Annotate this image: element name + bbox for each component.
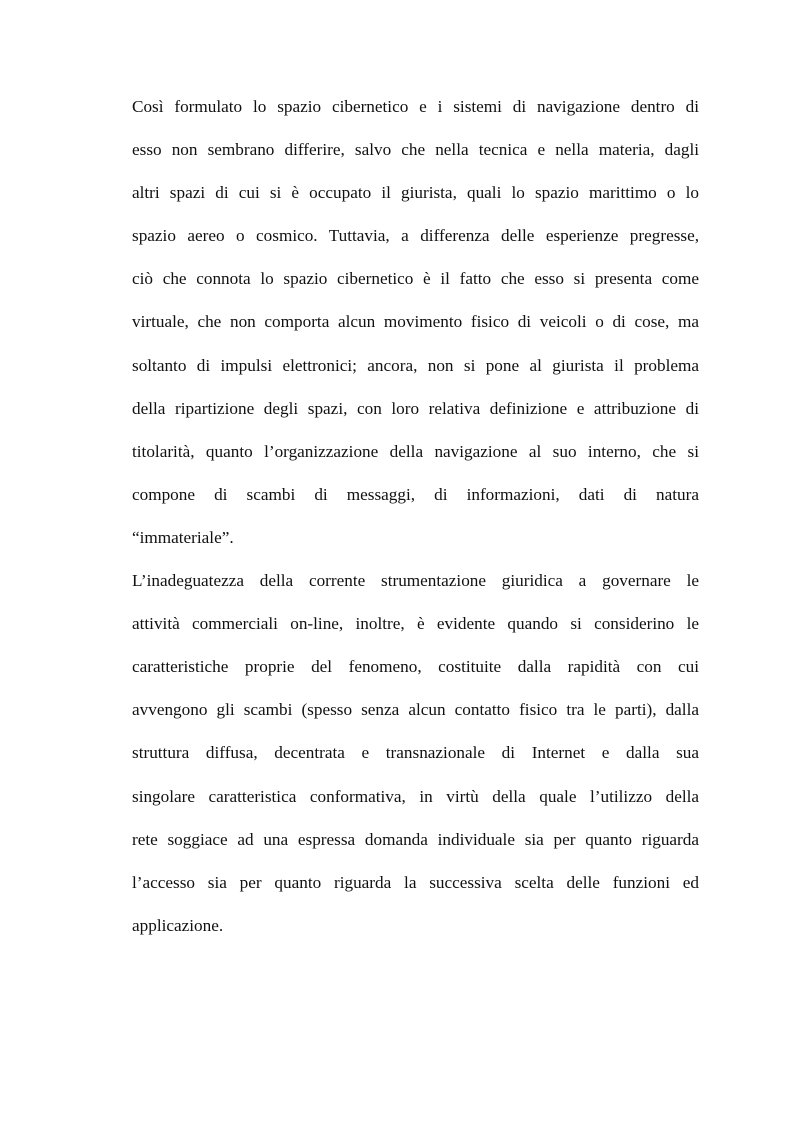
- text-line: Così formulato lo spazio cibernetico e i sistemi di navigazione dentro di: [132, 97, 699, 116]
- text-line: soltanto di impulsi elettronici; ancora, non si pone al giurista il problema: [132, 355, 699, 375]
- text-line: caratteristiche proprie del fenomeno, costituite dalla rapidità con cui: [132, 657, 699, 677]
- body-text: [132, 92, 699, 954]
- text-line: ciò che connota lo spazio cibernetico è il fatto che esso si presenta come: [132, 269, 699, 289]
- paragraph-1: [132, 92, 699, 566]
- text-line: “immateriale”.: [132, 527, 234, 547]
- text-line: compone di scambi di messaggi, di informazioni, dati di natura: [132, 484, 699, 504]
- text-line: virtuale, che non comporta alcun movimento fisico di veicoli o di cose, ma: [132, 312, 699, 332]
- text-line: della ripartizione degli spazi, con loro relativa definizione e attribuzione di: [132, 398, 699, 418]
- text-line: spazio aereo o cosmico. Tuttavia, a differenza delle esperienze pregresse,: [132, 226, 699, 246]
- text-line: l’accesso sia per quanto riguarda la successiva scelta delle funzioni ed: [132, 872, 699, 892]
- text-line: avvengono gli scambi (spesso senza alcun contatto fisico tra le parti), dalla: [132, 700, 699, 720]
- text-line: altri spazi di cui si è occupato il giurista, quali lo spazio marittimo o lo: [132, 183, 699, 203]
- text-line: titolarità, quanto l’organizzazione della navigazione al suo interno, che si: [132, 441, 699, 461]
- text-line: rete soggiace ad una espressa domanda individuale sia per quanto riguarda: [132, 829, 699, 849]
- text-line: struttura diffusa, decentrata e transnazionale di Internet e dalla sua: [132, 743, 699, 763]
- text-line: applicazione.: [132, 915, 224, 935]
- text-line: esso non sembrano differire, salvo che nella tecnica e nella materia, dagli: [132, 140, 699, 160]
- text-line: attività commerciali on-line, inoltre, è evidente quando si considerino le: [132, 614, 699, 634]
- paragraph-2: [132, 566, 699, 954]
- text-line: singolare caratteristica conformativa, in virtù della quale l’utilizzo della: [132, 786, 699, 806]
- text-line: L’inadeguatezza della corrente strumentazione giuridica a governare le: [132, 571, 699, 591]
